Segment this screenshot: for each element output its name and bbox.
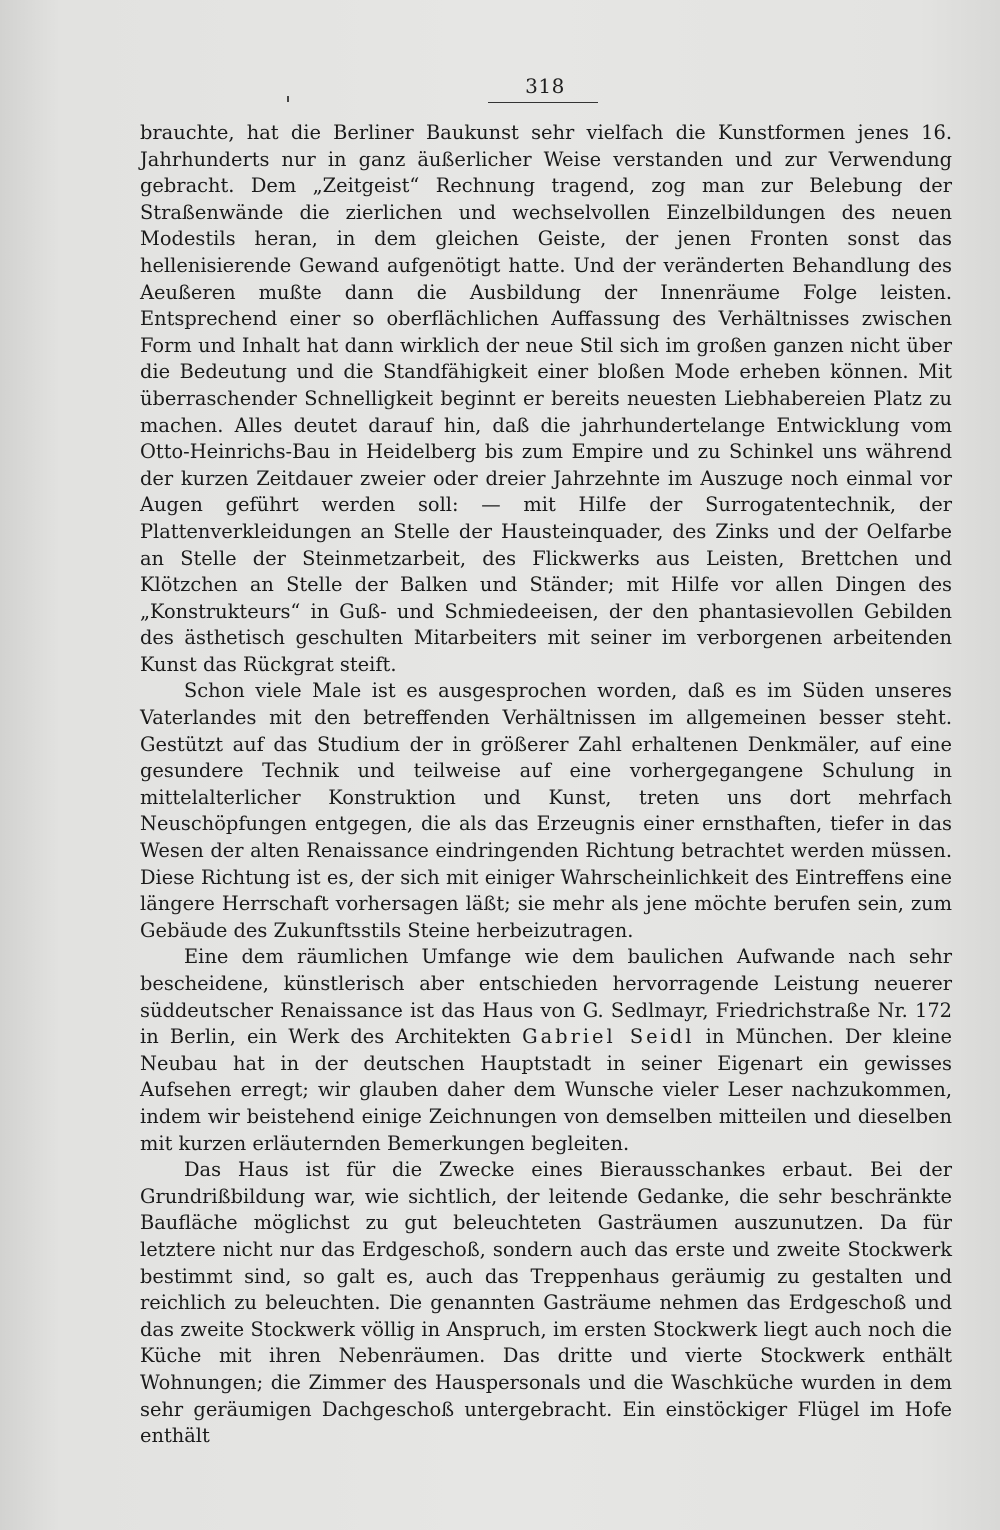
paragraph-text: Schon viele Male ist es ausgesprochen worden, daß es im Süden unseres Vaterlandes mit den betreffenden Verhältnissen im allgemeinen besser steht. Gestützt auf das Studium der in größerer Zahl erhaltenen Denkmäler, auf eine gesundere Technik und teilweise auf eine vorhergegangene Schulung in mittelalterlicher Konstruktion und Kunst, treten uns dort mehrfach Neuschöpfungen entgegen, die als das Erzeugnis einer ernsthaften, tiefer in das Wesen der alten Renaissance eindringenden Richtung betrachtet werden müssen. Diese Richtung ist es, der sich mit einiger Wahrscheinlichkeit des Eintreffens eine längere Herrschaft vorhersagen läßt; sie mehr als jene möchte berufen sein, zum Gebäude des Zukunftsstils Steine herbeizutragen. bbox=[140, 679, 952, 942]
architect-name: Gabriel Seidl bbox=[522, 1025, 695, 1049]
stray-mark bbox=[287, 96, 289, 102]
paragraph-text: Eine dem räumlichen Umfange wie dem baulichen Aufwande nach sehr bescheidene, künstlerisch aber entschieden hervorragende Leistung neuerer süddeutscher Renaissance ist das Haus von G. Sedlmayr, Friedrichstraße Nr. 172 in Berlin, ein Werk des Architekten bbox=[140, 945, 952, 1049]
page-number: 318 bbox=[525, 74, 565, 98]
body-text bbox=[140, 120, 952, 1450]
page-number-rule bbox=[488, 102, 598, 103]
paragraph-text: in München. Der kleine Neubau hat in der deutschen Hauptstadt in seiner Eigenart ein gewisses Aufsehen erregt; wir glauben daher dem Wunsche vieler Leser nachzukommen, indem wir beistehend einige Zeichnungen von demselben mitteilen und dieselben mit kurzen erläuternden Bemerkungen begleiten. bbox=[140, 1025, 952, 1155]
paragraph-text: brauchte, hat die Berliner Baukunst sehr vielfach die Kunstformen jenes 16. Jahrhunderts nur in ganz äußerlicher Weise verstanden und zur Verwendung gebracht. Dem „Zeitgeist“ Rechnung tragend, zog man zur Belebung der Straßenwände die zierlichen und wechselvollen Einzelbildungen des neuen Modestils heran, in dem gleichen Geiste, der jenen Fronten sonst das hellenisierende Gewand aufgenötigt hatte. Und der veränderten Behandlung des Aeußeren mußte dann die Ausbildung der Innenräume Folge leisten. Entsprechend einer so oberflächlichen Auffassung des Verhältnisses zwischen Form und Inhalt hat dann wirklich der neue Stil sich im großen ganzen nicht über die Bedeutung und die Standfähigkeit einer bloßen Mode erheben können. Mit überraschender Schnelligkeit beginnt er bereits neuesten Liebhabereien Platz zu machen. Alles deutet darauf hin, daß die jahrhundertelange Entwicklung vom Otto-Heinrichs-Bau in Heidelberg bis zum Empire und zu Schinkel uns während der kurzen Zeitdauer zweier oder dreier Jahrzehnte im Auszuge noch einmal vor Augen geführt werden soll: — mit Hilfe der Surrogatentechnik, der Plattenverkleidungen an Stelle der Hausteinquader, des Zinks und der Oelfarbe an Stelle der Steinmetzarbeit, des Flickwerks aus Leisten, Brettchen und Klötzchen an Stelle der Balken und Ständer; mit Hilfe vor allen Dingen des „Konstrukteurs“ in Guß- und Schmiedeeisen, der den phantasievollen Gebilden des ästhetisch geschulten Mitarbeiters mit seiner im verborgenen arbeitenden Kunst das Rückgrat steift. bbox=[140, 121, 952, 676]
paragraph-3 bbox=[140, 944, 952, 1157]
paragraph-text: Das Haus ist für die Zwecke eines Bierausschankes erbaut. Bei der Grundrißbildung war, wie sichtlich, der leitende Gedanke, die sehr beschränkte Baufläche möglichst zu gut beleuchteten Gasträumen auszunutzen. Da für letztere nicht nur das Erdgeschoß, sondern auch das erste und zweite Stockwerk bestimmt sind, so galt es, auch das Treppenhaus geräumig zu gestalten und reichlich zu beleuchten. Die genannten Gasträume nehmen das Erdgeschoß und das zweite Stockwerk völlig in Anspruch, im ersten Stockwerk liegt auch noch die Küche mit ihren Nebenräumen. Das dritte und vierte Stockwerk enthält Wohnungen; die Zimmer des Hauspersonals und die Waschküche wurden in dem sehr geräumigen Dachgeschoß untergebracht. Ein einstöckiger Flügel im Hofe enthält bbox=[140, 1158, 952, 1448]
paragraph-2 bbox=[140, 678, 952, 944]
paragraph-4 bbox=[140, 1157, 952, 1450]
paragraph-1 bbox=[140, 120, 952, 678]
